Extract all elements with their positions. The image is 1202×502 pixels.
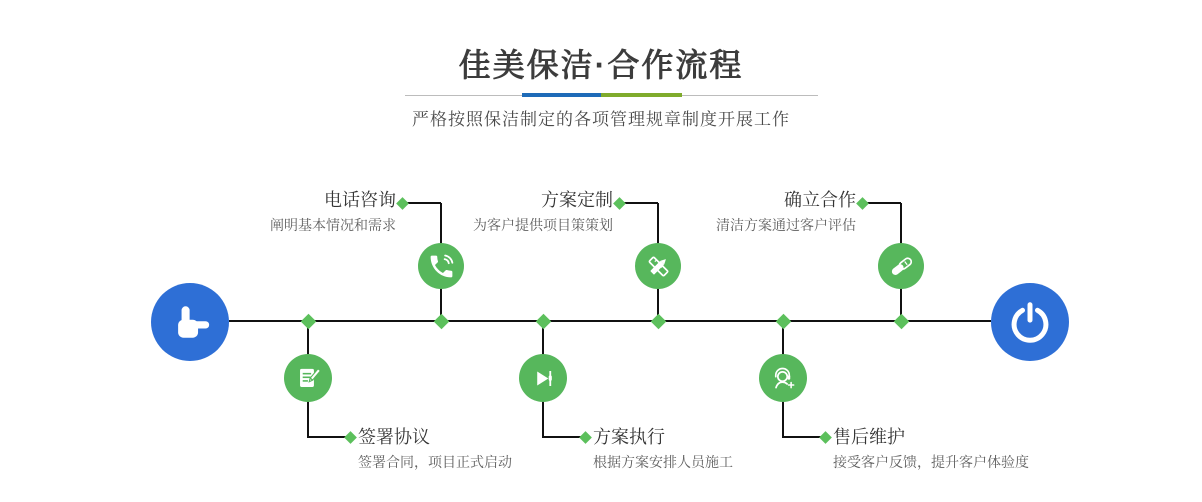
label-diamond [856,197,869,210]
junction-diamond [434,314,450,330]
junction-diamond [536,314,552,330]
start-node [151,283,229,361]
power-icon [1007,299,1053,345]
step-description: 清洁方案通过客户评估 [716,217,856,233]
step-icon-circle [635,243,681,289]
page-subtitle: 严格按照保洁制定的各项管理规章制度开展工作 [412,110,790,129]
step-icon-circle [284,354,332,402]
step-description: 根据方案安排人员施工 [593,454,733,470]
connector-line [308,436,346,438]
step-title: 方案执行 [593,427,665,447]
connector-line [543,436,581,438]
label-diamond [396,197,409,210]
handshake-icon [887,252,916,281]
end-node [991,283,1069,361]
support-icon [769,364,798,393]
phone-icon [427,252,456,281]
connector-line [783,436,821,438]
step-title: 确立合作 [784,190,856,210]
hand-pointer-icon [167,299,213,345]
junction-diamond [894,314,910,330]
label-diamond [819,431,832,444]
step-title: 方案定制 [541,190,613,210]
contract-icon [294,364,323,393]
step-icon-circle [519,354,567,402]
label-diamond [613,197,626,210]
step-description: 接受客户反馈，提升客户体验度 [833,454,1029,470]
step-description: 签署合同，项目正式启动 [358,454,512,470]
play-icon [529,364,558,393]
step-title: 签署协议 [358,427,430,447]
step-title: 电话咨询 [324,190,396,210]
design-icon [644,252,673,281]
step-description: 阐明基本情况和需求 [270,217,396,233]
step-icon-circle [418,243,464,289]
junction-diamond [776,314,792,330]
step-title: 售后维护 [833,427,905,447]
junction-diamond [651,314,667,330]
page-title: 佳美保洁·合作流程 [458,47,744,83]
junction-diamond [301,314,317,330]
label-diamond [579,431,592,444]
step-icon-circle [759,354,807,402]
step-description: 为客户提供项目策策划 [473,217,613,233]
timeline-line [229,320,991,322]
step-icon-circle [878,243,924,289]
label-diamond [344,431,357,444]
